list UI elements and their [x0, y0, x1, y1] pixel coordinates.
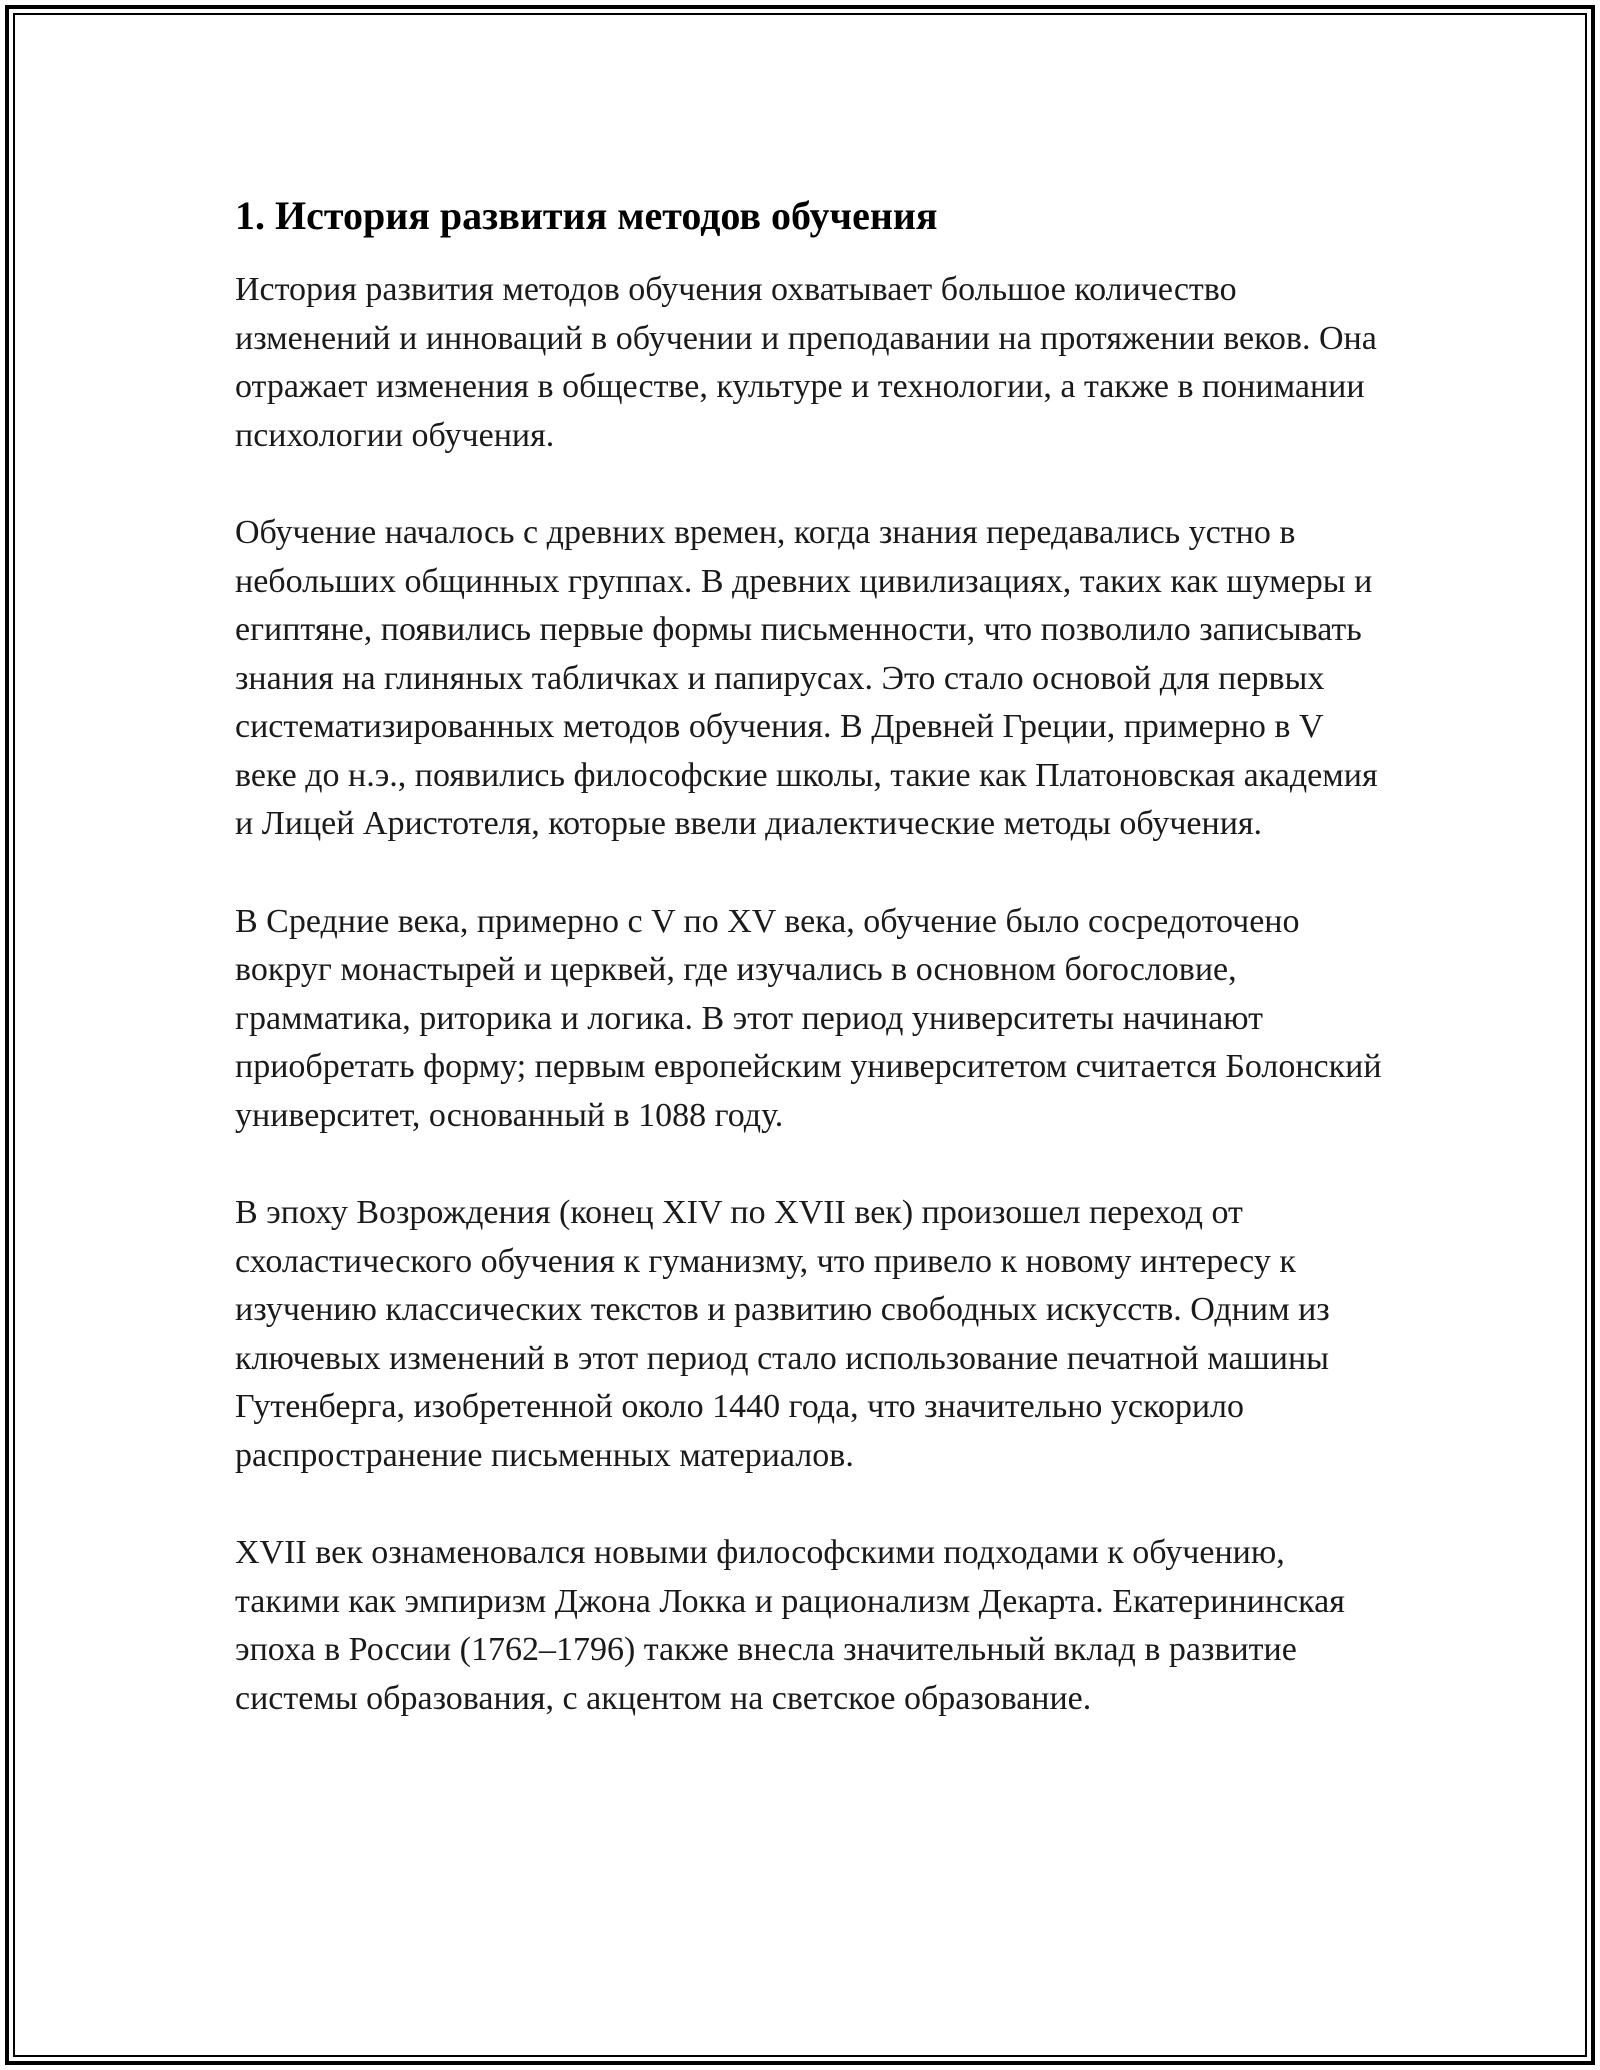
paragraph-intro: История развития методов обучения охватывает большое количество изменений и инноваций в обучении и преподавании на протяжении веков. Она отражает изменения в обществе, культуре и технологии, а также в понимании психологии обучения. [235, 271, 1377, 454]
paragraph-17th-century: XVII век ознаменовался новыми философскими подходами к обучению, такими как эмпиризм Джона Локка и рационализм Декарта. Екатерининская эпоха в России (1762–1796) также внесла значительный вклад в развитие системы образования, с акцентом на светское образование. [235, 1534, 1345, 1717]
paragraph-ancient-times: Обучение началось с древних времен, когда знания передавались устно в небольших общинных группах. В древних цивилизациях, таких как шумеры и египтяне, появились первые формы письменности, что позволило записывать знания на глиняных табличках и папирусах. Это стало основой для первых систематизированных методов обучения. В Древней Греции, примерно в V веке до н.э., появились философские школы, такие как Платоновская академия и Лицей Аристотеля, которые ввели диалектические методы обучения. [235, 514, 1378, 842]
document-page [235, 186, 1385, 1723]
paragraph-renaissance: В эпоху Возрождения (конец XIV по XVII век) произошел переход от схоластического обучения к гуманизму, что привело к новому интересу к изучению классических текстов и развитию свободных искусств. Одним из ключевых изменений в этот период стало использование печатной машины Гутенберга, изобретенной около 1440 года, что значительно ускорило распространение письменных материалов. [235, 1194, 1330, 1474]
paragraph-middle-ages: В Средние века, примерно с V по XV века, обучение было сосредоточено вокруг монастырей и церквей, где изучались в основном богословие, грамматика, риторика и логика. В этот период университеты начинают приобретать форму; первым европейским университетом считается Болонский университет, основанный в 1088 году. [235, 902, 1382, 1134]
section-heading: 1. История развития методов обучения [235, 193, 938, 238]
